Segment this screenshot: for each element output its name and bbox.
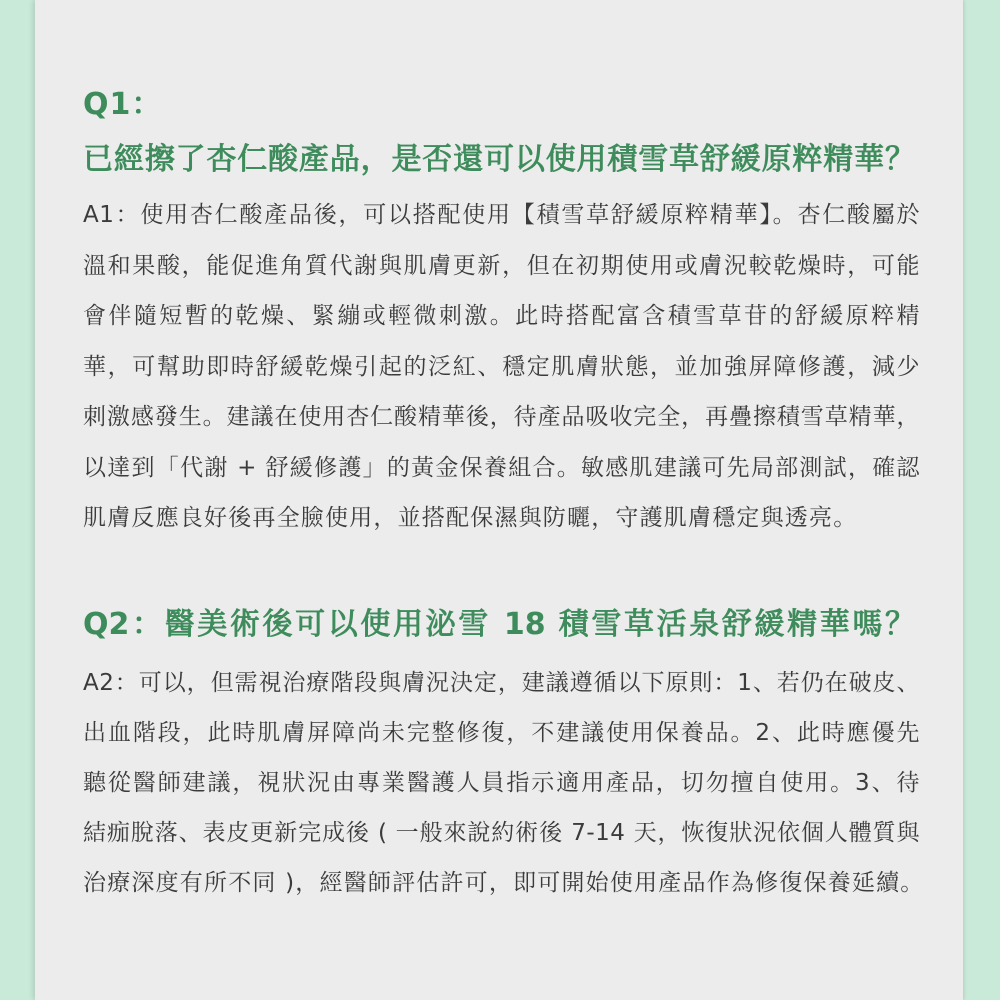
a1-line: A1：使用杏仁酸產品後，可以搭配使用【積雪草舒緩原粹精華】。杏仁酸屬於 <box>83 202 920 228</box>
a1-line: 會伴隨短暫的乾燥、緊繃或輕微刺激。此時搭配富含積雪草苷的舒緩原粹精 <box>83 303 920 329</box>
a1-line: 刺激感發生。建議在使用杏仁酸精華後，待產品吸收完全，再疊擦積雪草精華， <box>83 404 920 430</box>
a1-line: 肌膚反應良好後再全臉使用，並搭配保濕與防曬，守護肌膚穩定與透亮。 <box>83 505 858 531</box>
a2-line: 出血階段，此時肌膚屏障尚未完整修復，不建議使用保養品。2、此時應優先 <box>83 720 920 746</box>
a1-line: 以達到「代謝 + 舒緩修護」的黃金保養組合。敏感肌建議可先局部測試，確認 <box>83 454 920 481</box>
a2-line: 聽從醫師建議，視狀況由專業醫護人員指示適用產品，切勿擅自使用。3、待 <box>83 770 920 796</box>
q2-question: Q2：醫美術後可以使用泌雪 18 積雪草活泉舒緩精華嗎？ <box>83 607 915 642</box>
q1-question: 已經擦了杏仁酸產品，是否還可以使用積雪草舒緩原粹精華？ <box>83 142 915 177</box>
a1-line: 溫和果酸，能促進角質代謝與肌膚更新，但在初期使用或膚況較乾燥時，可能 <box>83 252 920 279</box>
a1-line: 華，可幫助即時舒緩乾燥引起的泛紅、穩定肌膚狀態，並加強屏障修護，減少 <box>83 353 920 380</box>
q1-label: Q1： <box>83 87 163 122</box>
a2-line: 結痂脫落、表皮更新完成後 ( 一般來說約術後 7-14 天，恢復狀況依個人體質與 <box>83 820 920 846</box>
a2-line: 治療深度有所不同 )，經醫師評估許可，即可開始使用產品作為修復保養延續。 <box>83 870 925 896</box>
faq-card <box>35 0 963 1000</box>
a2-answer <box>83 658 925 908</box>
a2-line: A2：可以，但需視治療階段與膚況決定，建議遵循以下原則：1、若仍在破皮、 <box>83 670 920 696</box>
a1-answer <box>83 190 920 544</box>
